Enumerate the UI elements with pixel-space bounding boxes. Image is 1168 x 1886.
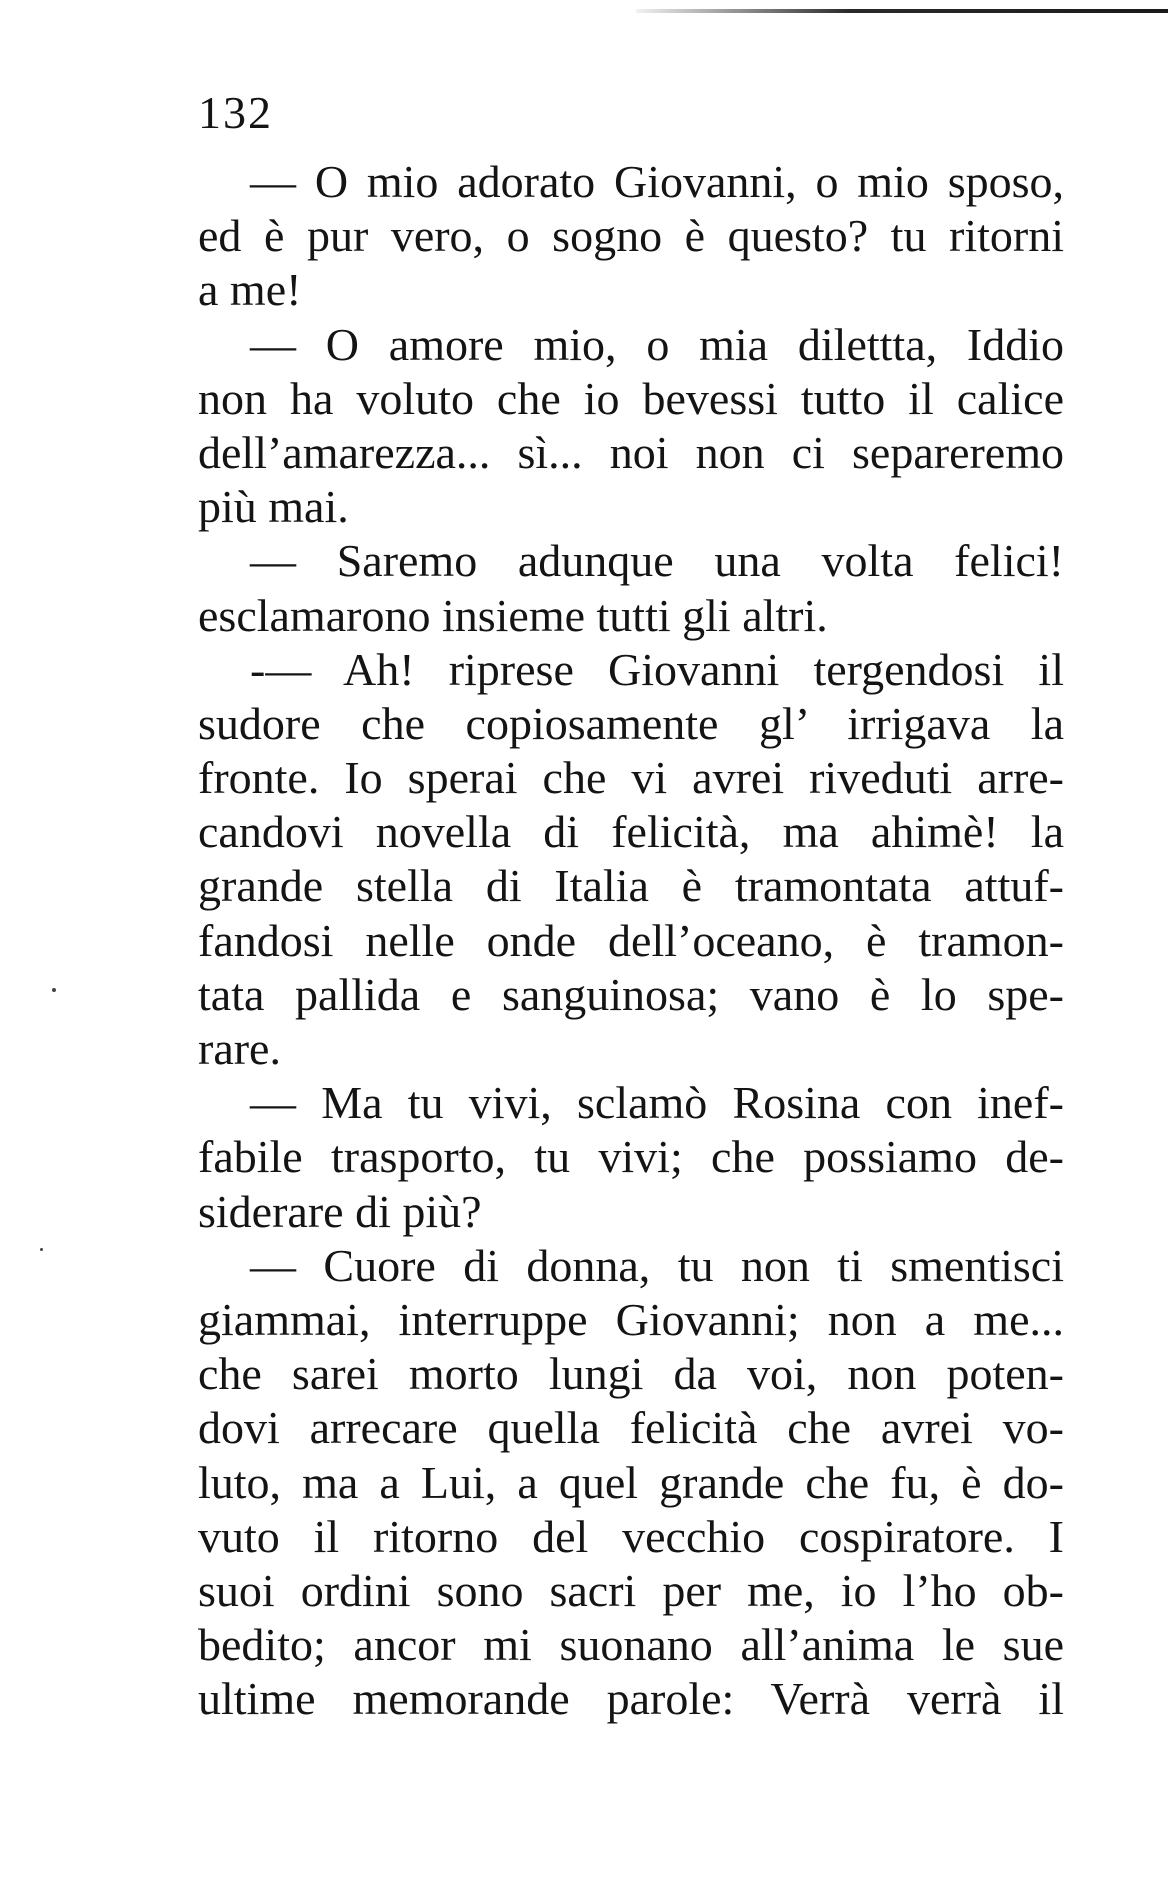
paper-speck [52, 988, 56, 992]
top-border-rule [636, 9, 1168, 13]
text-line: esclamarono insieme tutti gli altri. [198, 589, 828, 641]
text-line: fabile trasporto, tu vivi; che possiamo de- [198, 1131, 1064, 1183]
page-number: 132 [198, 87, 273, 138]
text-line: — Ma tu vivi, sclamò Rosina con inef- [250, 1077, 1064, 1129]
text-line: ed è pur vero, o sogno è questo? tu ritorni [198, 210, 1064, 262]
text-line: — Cuore di donna, tu non ti smentisci [250, 1239, 1064, 1291]
text-line: — O amore mio, o mia dilettta, Iddio [250, 318, 1064, 370]
text-line: candovi novella di felicità, ma ahimè! la [198, 806, 1064, 858]
text-line: non ha voluto che io bevessi tutto il calice [198, 372, 1064, 424]
text-line: fandosi nelle onde dell’oceano, è tramon- [198, 914, 1064, 966]
text-line: vuto il ritorno del vecchio cospiratore. I [198, 1510, 1064, 1562]
text-line: — O mio adorato Giovanni, o mio sposo, [250, 156, 1064, 207]
text-line: suoi ordini sono sacri per me, io l’ho ob- [198, 1564, 1064, 1616]
text-line: rare. [198, 1023, 281, 1074]
text-line: tata pallida e sanguinosa; vano è lo spe- [198, 968, 1064, 1020]
text-line: giammai, interruppe Giovanni; non a me... [198, 1293, 1064, 1345]
text-line: più mai. [198, 481, 349, 533]
text-line: luto, ma a Lui, a quel grande che fu, è do- [198, 1456, 1064, 1508]
text-line: bedito; ancor mi suonano all’anima le sue [198, 1619, 1064, 1671]
text-line: a me! [198, 264, 302, 316]
text-line: — Saremo adunque una volta felici! [250, 535, 1064, 587]
text-line: dovi arrecare quella felicità che avrei vo- [198, 1402, 1064, 1454]
paper-speck [40, 1248, 43, 1251]
text-line: dell’amarezza... sì... noi non ci separeremo [198, 426, 1064, 478]
text-line: -— Ah! riprese Giovanni tergendosi il [250, 643, 1064, 695]
text-line: sudore che copiosamente gl’ irrigava la [198, 697, 1064, 749]
text-line: che sarei morto lungi da voi, non poten- [198, 1348, 1064, 1400]
text-line: ultime memorande parole: Verrà verrà il [198, 1673, 1064, 1725]
text-line: fronte. Io sperai che vi avrei riveduti arre- [198, 752, 1064, 804]
text-line: grande stella di Italia è tramontata attuf- [198, 860, 1064, 912]
text-line: siderare di più? [198, 1185, 482, 1237]
body-text [198, 155, 1064, 1726]
